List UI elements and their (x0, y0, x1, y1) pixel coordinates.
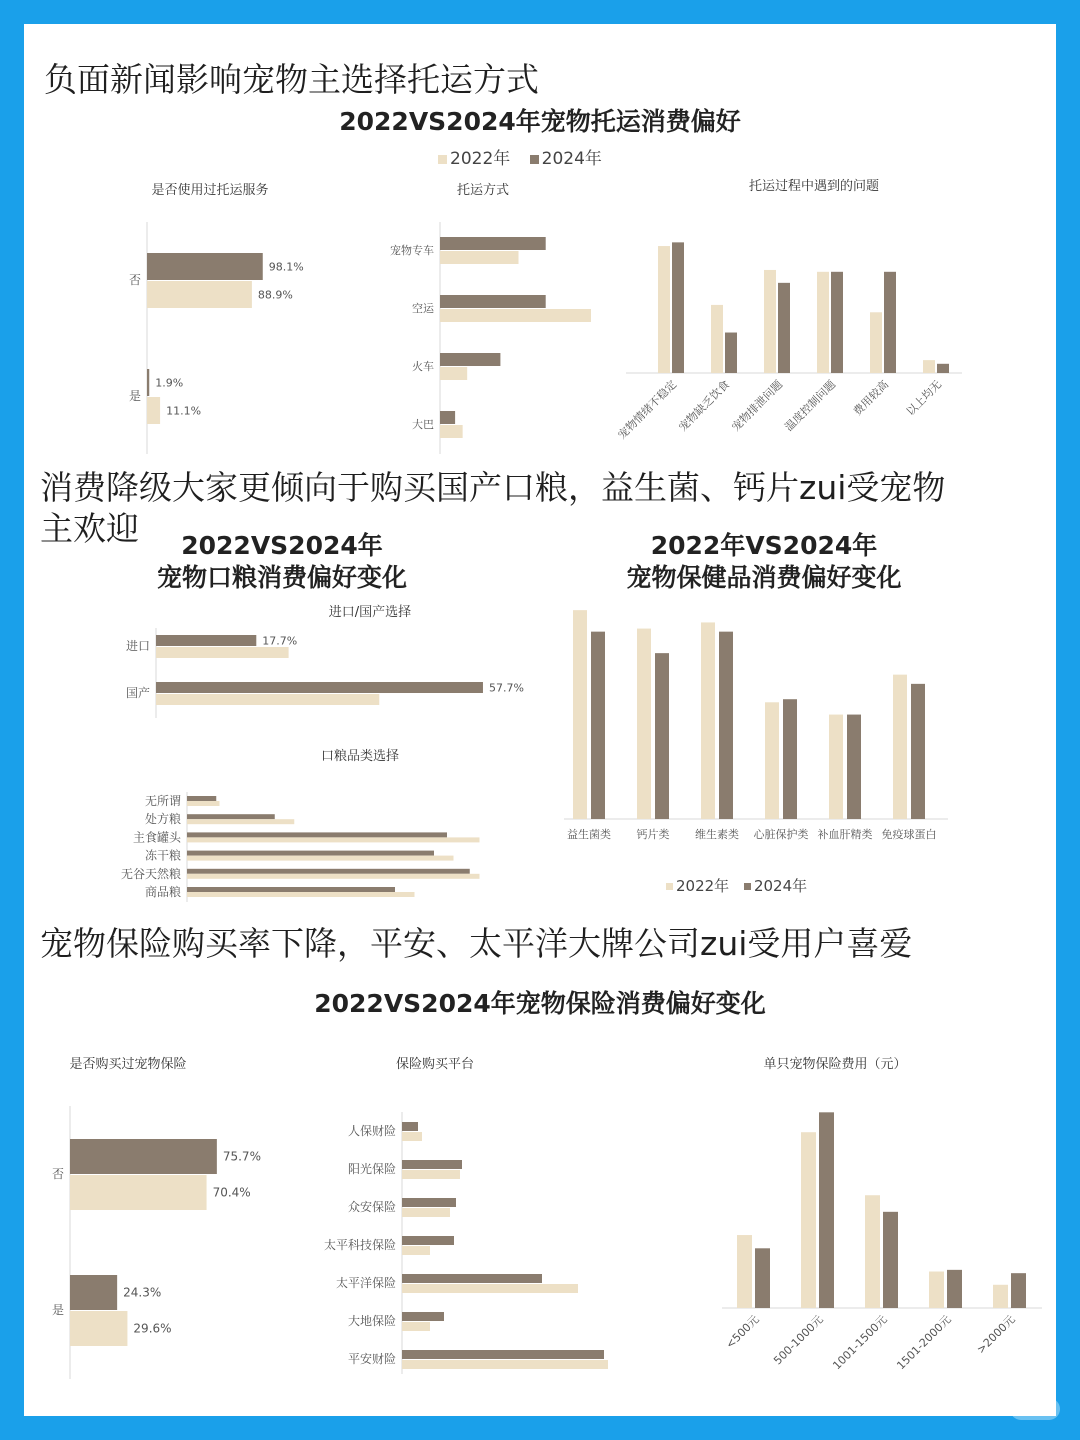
chart7-bar (402, 1284, 578, 1293)
chart1-bar (440, 251, 519, 264)
chart2-bar (778, 283, 790, 373)
chart7-bar (402, 1246, 430, 1255)
chart0-data-label: 88.9% (257, 288, 293, 302)
chart6-data-label: 29.6% (133, 1321, 172, 1336)
chart4-bar (187, 814, 275, 819)
chart7-bar (402, 1322, 430, 1331)
chart4-bar (187, 887, 395, 892)
chart6-category-label: 是 (51, 1303, 64, 1317)
chart8-category-label: 1501-2000元 (894, 1312, 954, 1373)
chart1-bar (440, 425, 463, 438)
insurance-chart-title: 2022VS2024年宠物保险消费偏好变化 (314, 989, 766, 1018)
chart4-bar (187, 892, 415, 897)
chart7-category-label: 太平科技保险 (323, 1238, 396, 1252)
chart1-category-label: 大巴 (412, 418, 434, 431)
chart2-bar (658, 246, 670, 373)
chart6-bar (70, 1175, 207, 1210)
legend-2022-label: 2022年 (450, 149, 511, 169)
headline-shipping: 负面新闻影响宠物主选择托运方式 (44, 60, 539, 99)
chart0-data-label: 1.9% (155, 376, 184, 390)
charts-canvas (24, 24, 1056, 1416)
chart5-bar (573, 610, 587, 819)
chart0-bar (147, 369, 149, 396)
chart4-bar (187, 796, 216, 801)
chart8-bar (947, 1270, 962, 1308)
chart2-bar (831, 272, 843, 373)
chart5-bar (637, 629, 651, 819)
chart6-bar (70, 1139, 217, 1174)
chart7-bar (402, 1236, 454, 1245)
chart2-bar (711, 305, 723, 373)
chart0-data-label: 98.1% (268, 260, 304, 274)
insurance-platform-title: 保险购买平台 (395, 1057, 474, 1072)
watermark-badge (1010, 1398, 1060, 1420)
chart2-bar (817, 272, 829, 373)
shipping-problems-title: 托运过程中遇到的问题 (748, 179, 879, 194)
chart8-bar (819, 1112, 834, 1308)
chart5-category-label: 益生菌类 (567, 828, 611, 841)
chart5-category-label: 钙片类 (636, 828, 670, 841)
food-chart-title-line2: 宠物口粮消费偏好变化 (156, 563, 407, 592)
chart7-bar (402, 1122, 418, 1131)
chart2-category-label: 宠物情绪不稳定 (615, 377, 680, 442)
chart4-category-label: 主食罐头 (132, 830, 181, 845)
chart4-bar (187, 801, 220, 806)
chart5-bar (701, 622, 715, 819)
chart7-bar (402, 1160, 462, 1169)
chart7-bar (402, 1312, 444, 1321)
chart8-bar (801, 1132, 816, 1308)
chart0-bar (147, 253, 263, 280)
chart5-bar (783, 699, 797, 819)
chart6-data-label: 75.7% (222, 1149, 261, 1164)
chart4-bar (187, 819, 294, 824)
chart4-category-label: 处方粮 (144, 812, 181, 827)
chart8-bar (883, 1212, 898, 1308)
headline-insurance: 宠物保险购买率下降，平安、太平洋大牌公司zui受用户喜爱 (40, 924, 913, 963)
chart3-data-label: 57.7% (488, 681, 524, 695)
chart7-category-label: 众安保险 (347, 1200, 396, 1214)
chart7-bar (402, 1274, 542, 1283)
chart7-bar (402, 1350, 604, 1359)
shipping-method-title: 托运方式 (456, 183, 509, 198)
chart7-bar (402, 1360, 608, 1369)
chart5-bar (911, 684, 925, 819)
chart5-bar (847, 715, 861, 819)
chart5-category-label: 心脏保护类 (753, 828, 809, 841)
chart1-category-label: 宠物专车 (390, 244, 434, 257)
chart0-bar (147, 397, 160, 424)
chart7-bar (402, 1198, 456, 1207)
insurance-cost-title: 单只宠物保险费用（元） (763, 1057, 907, 1072)
chart6-category-label: 否 (51, 1167, 64, 1181)
headline-food-line1: 消费降级大家更倾向于购买国产口粮，益生菌、钙片zui受宠物 (40, 468, 946, 507)
bought-insurance-title: 是否购买过宠物保险 (69, 1057, 187, 1072)
chart2-bar (923, 360, 935, 373)
chart4-category-label: 无谷天然粮 (120, 866, 181, 881)
chart5-bar (591, 632, 605, 819)
chart5-bar (719, 632, 733, 819)
chart5-bar (655, 653, 669, 819)
chart7-category-label: 人保财险 (347, 1124, 396, 1138)
chart8-bar (993, 1285, 1008, 1308)
chart3-bar (156, 635, 256, 646)
chart2-category-label: 费用较高 (850, 377, 892, 419)
chart4-bar (187, 869, 470, 874)
chart8-bar (755, 1248, 770, 1308)
chart8-bar (1011, 1273, 1026, 1308)
chart3-bar (156, 694, 379, 705)
chart7-bar (402, 1170, 460, 1179)
chart5-bar (893, 675, 907, 819)
health-legend-2022-label: 2022年 (676, 877, 730, 895)
chart3-bar (156, 682, 483, 693)
chart5-category-label: 免疫球蛋白 (881, 828, 937, 841)
chart3-category-label: 国产 (125, 686, 150, 700)
chart1-category-label: 空运 (412, 302, 434, 315)
chart3-bar (156, 647, 289, 658)
chart1-bar (440, 309, 591, 322)
chart4-bar (187, 874, 480, 879)
chart8-category-label: >2000元 (974, 1312, 1018, 1357)
chart3-data-label: 17.7% (262, 634, 298, 648)
chart5-bar (765, 702, 779, 819)
chart4-bar (187, 851, 434, 856)
chart7-category-label: 阳光保险 (347, 1162, 396, 1176)
headline-food-line2: 主欢迎 (40, 509, 139, 548)
chart1-bar (440, 295, 546, 308)
chart2-category-label: 以上均无 (903, 377, 945, 419)
chart8-bar (929, 1272, 944, 1308)
chart0-category-label: 是 (128, 389, 141, 403)
chart6-data-label: 70.4% (212, 1185, 251, 1200)
chart5-category-label: 补血肝精类 (817, 828, 873, 841)
chart1-bar (440, 237, 546, 250)
health-legend-2024-label: 2024年 (753, 877, 808, 895)
chart7-bar (402, 1132, 422, 1141)
import-domestic-title: 进口/国产选择 (328, 605, 412, 620)
food-chart-title-line1: 2022VS2024年 (181, 531, 383, 560)
chart8-category-label: 500-1000元 (771, 1312, 826, 1368)
chart8-category-label: <500元 (723, 1312, 762, 1352)
chart6-bar (70, 1311, 127, 1346)
chart2-bar (884, 272, 896, 373)
chart6-bar (70, 1275, 117, 1310)
health-chart-title-line1: 2022年VS2024年 (650, 531, 878, 560)
chart1-bar (440, 367, 467, 380)
chart2-category-label: 宠物排泄问题 (729, 377, 786, 434)
chart2-category-label: 宠物缺乏饮食 (676, 377, 733, 434)
chart2-bar (672, 242, 684, 373)
chart4-category-label: 无所谓 (144, 794, 181, 808)
chart5-category-label: 维生素类 (695, 828, 739, 841)
chart2-bar (764, 270, 776, 373)
chart7-category-label: 大地保险 (347, 1314, 396, 1328)
food-type-title: 口粮品类选择 (320, 749, 399, 764)
chart2-bar (870, 312, 882, 373)
chart0-bar (147, 281, 252, 308)
chart2-category-label: 温度控制问题 (782, 377, 839, 434)
chart7-bar (402, 1208, 450, 1217)
used-shipping-title: 是否使用过托运服务 (151, 183, 269, 198)
chart7-category-label: 太平洋保险 (335, 1276, 396, 1290)
infographic-card (24, 24, 1056, 1416)
chart8-bar (737, 1235, 752, 1308)
chart4-category-label: 商品粮 (144, 885, 181, 899)
chart1-category-label: 火车 (412, 360, 434, 373)
health-chart-title-line2: 宠物保健品消费偏好变化 (626, 563, 902, 592)
chart6-data-label: 24.3% (123, 1285, 162, 1300)
chart1-bar (440, 411, 455, 424)
chart2-bar (937, 364, 949, 373)
chart3-category-label: 进口 (125, 639, 150, 653)
chart4-bar (187, 837, 480, 842)
shipping-chart-title: 2022VS2024年宠物托运消费偏好 (339, 107, 741, 136)
chart5-bar (829, 715, 843, 819)
chart4-bar (187, 832, 447, 837)
chart0-data-label: 11.1% (166, 404, 202, 418)
chart2-bar (725, 333, 737, 373)
chart4-bar (187, 856, 454, 861)
chart8-category-label: 1001-1500元 (830, 1312, 890, 1373)
chart8-bar (865, 1195, 880, 1308)
chart4-category-label: 冻干粮 (144, 848, 181, 863)
chart1-bar (440, 353, 500, 366)
chart0-category-label: 否 (128, 273, 141, 287)
chart7-category-label: 平安财险 (347, 1352, 396, 1366)
legend-2024-label: 2024年 (541, 149, 602, 169)
